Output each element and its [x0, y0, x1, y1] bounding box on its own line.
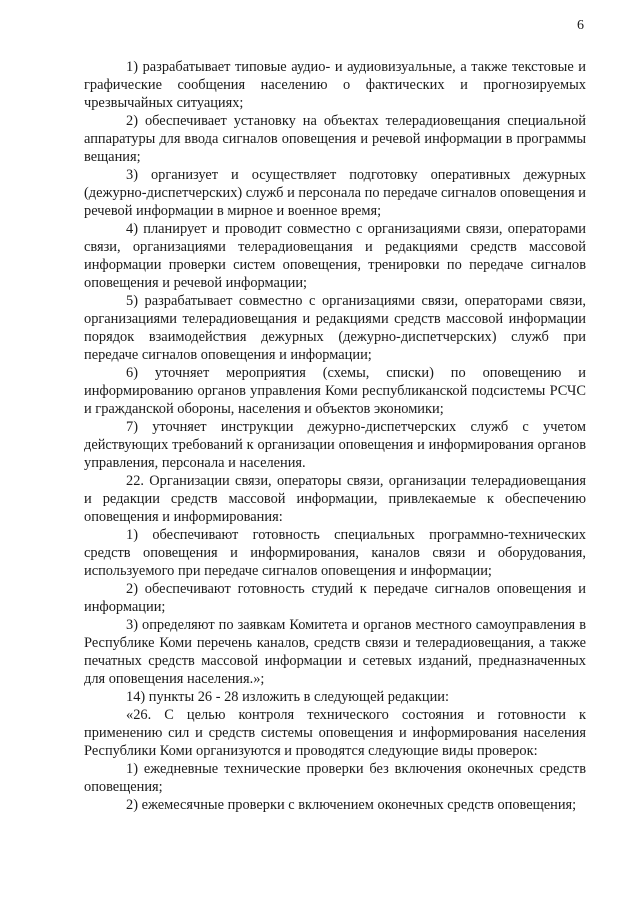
paragraph-clause-26: «26. С целью контроля технического состояния и готовности к применению сил и средств системы оповещения и информирования населения Республики Коми организуются и проводятся следующие виды проверок:	[84, 707, 586, 759]
paragraph-clause-22-item-1: 1) обеспечивают готовность специальных программно-технических средств оповещения и информирования, каналов связи и оборудования, используемого при передаче сигналов оповещения и информации;	[84, 527, 586, 579]
paragraph-clause-22-item-2: 2) обеспечивают готовность студий к передаче сигналов оповещения и информации;	[84, 581, 586, 615]
paragraph-item-1: 1) разрабатывает типовые аудио- и аудиовизуальные, а также текстовые и графические сообщения населению о фактических и прогнозируемых чрезвычайных ситуациях;	[84, 59, 586, 111]
paragraph-item-7: 7) уточняет инструкции дежурно-диспетчерских служб с учетом действующих требований к организации оповещения и информирования органов управления, персонала и населения.	[84, 419, 586, 471]
paragraph-item-5: 5) разрабатывает совместно с организациями связи, операторами связи, организациями телерадиовещания и редакциями средств массовой информации порядок взаимодействия дежурных (дежурно-диспетчерских) служб при передаче сигналов оповещения и информации;	[84, 293, 586, 363]
paragraph-clause-22-item-3: 3) определяют по заявкам Комитета и органов местного самоуправления в Республике Коми перечень каналов, средств связи и телерадиовещания, а также печатных средств массовой информации и сетевых изданий, предназначенных для оповещения населения.»;	[84, 617, 586, 687]
paragraph-item-2: 2) обеспечивает установку на объектах телерадиовещания специальной аппаратуры для ввода сигналов оповещения и речевой информации в программы вещания;	[84, 113, 586, 165]
paragraph-item-6: 6) уточняет мероприятия (схемы, списки) по оповещению и информированию органов управления Коми республиканской подсистемы РСЧС и гражданской обороны, населения и объектов экономики;	[84, 365, 586, 417]
paragraph-amendment-14: 14) пункты 26 - 28 изложить в следующей редакции:	[126, 689, 449, 705]
paragraph-clause-26-item-2: 2) ежемесячные проверки с включением оконечных средств оповещения;	[126, 797, 577, 813]
document-body	[84, 58, 586, 814]
paragraph-item-4: 4) планирует и проводит совместно с организациями связи, операторами связи, организациями телерадиовещания и редакциями средств массовой информации проверки систем оповещения, тренировки по передаче сигналов оповещения и речевой информации;	[84, 221, 586, 291]
paragraph-clause-22: 22. Организации связи, операторы связи, организации телерадиовещания и редакции средств массовой информации, привлекаемые к обеспечению оповещения и информирования:	[84, 473, 586, 525]
page-number: 6	[577, 18, 584, 33]
paragraph-item-3: 3) организует и осуществляет подготовку оперативных дежурных (дежурно-диспетчерских) служб и персонала по передаче сигналов оповещения и речевой информации в мирное и военное время;	[84, 167, 586, 219]
paragraph-clause-26-item-1: 1) ежедневные технические проверки без включения оконечных средств оповещения;	[84, 761, 586, 795]
